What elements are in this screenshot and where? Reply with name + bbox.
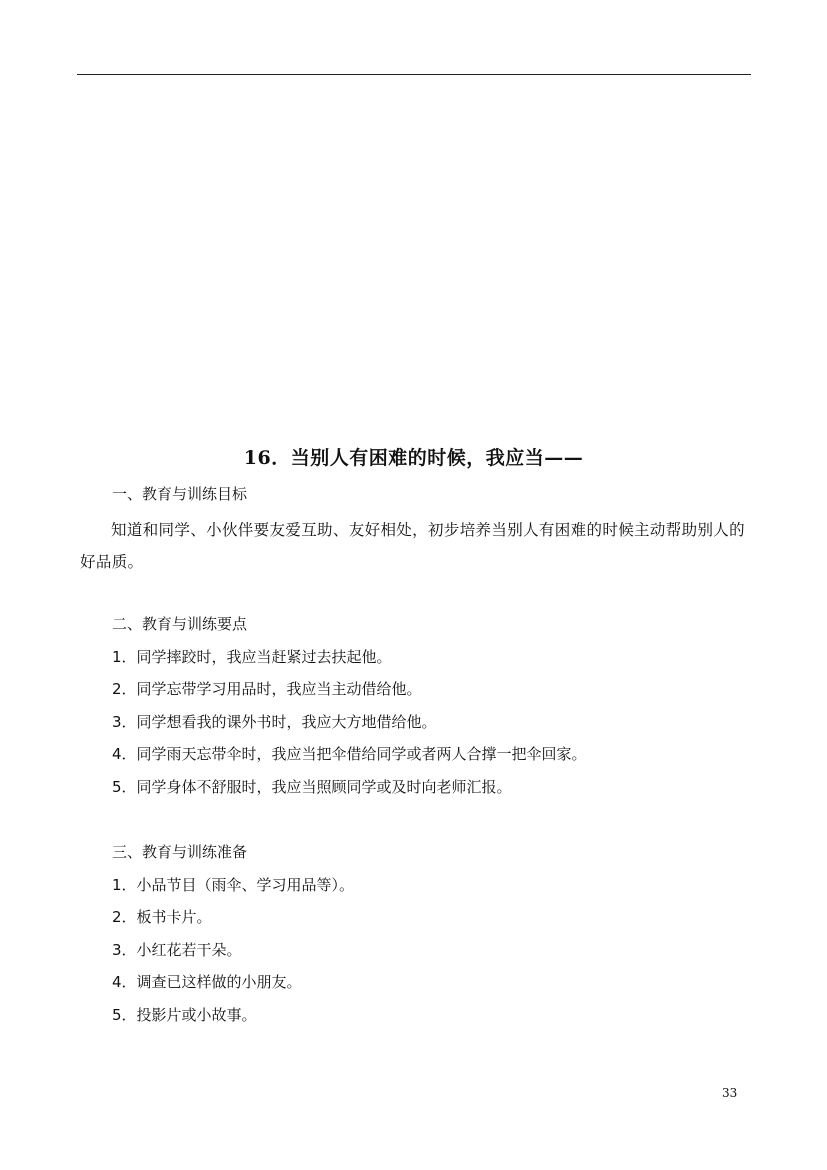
list-item: 5．投影片或小故事。 bbox=[112, 1006, 257, 1024]
section-heading-preparation: 三、教育与训练准备 bbox=[112, 843, 248, 861]
page-number: 33 bbox=[722, 1086, 738, 1100]
list-item: 5．同学身体不舒服时，我应当照顾同学或及时向老师汇报。 bbox=[112, 778, 512, 796]
header-rule bbox=[77, 74, 751, 75]
list-item: 4．同学雨天忘带伞时，我应当把伞借给同学或者两人合撑一把伞回家。 bbox=[112, 745, 587, 763]
list-item: 2．板书卡片。 bbox=[112, 908, 212, 926]
goals-paragraph: 知道和同学、小伙伴要友爱互助、友好相处，初步培养当别人有困难的时候主动帮助别人的好品质。 bbox=[80, 521, 746, 571]
list-item: 4．调查已这样做的小朋友。 bbox=[112, 973, 302, 991]
list-item: 3．同学想看我的课外书时，我应大方地借给他。 bbox=[112, 713, 437, 731]
list-item: 2．同学忘带学习用品时，我应当主动借给他。 bbox=[112, 680, 422, 698]
section-heading-goals: 一、教育与训练目标 bbox=[112, 485, 248, 503]
lesson-title: 16．当别人有困难的时候，我应当—— bbox=[243, 447, 584, 469]
list-item: 1．同学摔跤时，我应当赶紧过去扶起他。 bbox=[112, 648, 392, 666]
section-heading-key-points: 二、教育与训练要点 bbox=[112, 615, 248, 633]
list-item: 3．小红花若干朵。 bbox=[112, 941, 242, 959]
list-item: 1．小品节目（雨伞、学习用品等）。 bbox=[112, 876, 355, 894]
